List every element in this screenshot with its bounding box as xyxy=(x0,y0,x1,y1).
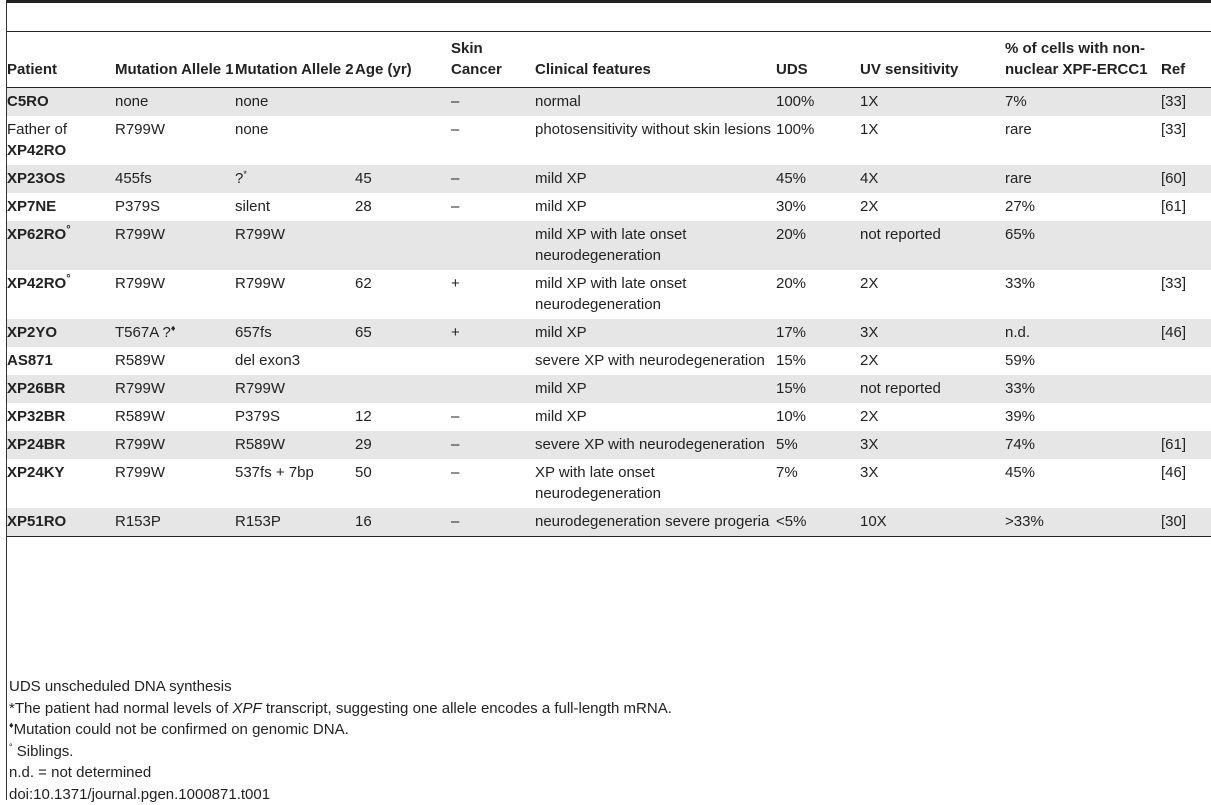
cell-uv: 3X xyxy=(860,459,1005,508)
footnote-star-mark: * xyxy=(9,700,15,717)
cell-cancer: – xyxy=(451,459,535,508)
cell-allele1: R799W xyxy=(115,459,235,508)
header-pct: % of cells with non-nuclear XPF-ERCC1 xyxy=(1005,38,1161,88)
cell-patient: XP32BR xyxy=(7,403,115,431)
cell-patient: XP2YO xyxy=(7,319,115,347)
table-row xyxy=(7,403,1211,431)
cell-allele1: R799W xyxy=(115,270,235,319)
cell-pct: >33% xyxy=(1005,508,1161,537)
cell-uv: 4X xyxy=(860,165,1005,193)
header-uv: UV sensitivity xyxy=(860,38,1005,88)
footnote-diamond: ♦Mutation could not be confirmed on genomic DNA. xyxy=(9,719,672,741)
cell-ref xyxy=(1161,403,1211,431)
cell-allele1: R799W xyxy=(115,431,235,459)
table-row xyxy=(7,508,1211,537)
cell-allele2: R799W xyxy=(235,221,355,270)
table-row xyxy=(7,116,1211,165)
table-frame xyxy=(6,0,1211,800)
cell-pct: 74% xyxy=(1005,431,1161,459)
cell-uds: 15% xyxy=(776,375,860,403)
cell-pct: 65% xyxy=(1005,221,1161,270)
title-rule xyxy=(7,31,1211,32)
footnote-mark: * xyxy=(243,169,247,179)
cell-allele1: T567A ?♦ xyxy=(115,319,235,347)
cell-patient: XP23OS xyxy=(7,165,115,193)
cell-uds: 5% xyxy=(776,431,860,459)
cell-allele2: none xyxy=(235,88,355,117)
cell-features: mild XP with late onset neurodegeneration xyxy=(535,221,776,270)
cell-allele2: ?* xyxy=(235,165,355,193)
cell-cancer: – xyxy=(451,116,535,165)
cell-features: XP with late onset neurodegeneration xyxy=(535,459,776,508)
cell-patient: XP42RO° xyxy=(7,270,115,319)
cell-patient: XP24KY xyxy=(7,459,115,508)
cell-pct: 27% xyxy=(1005,193,1161,221)
cell-pct: 33% xyxy=(1005,375,1161,403)
cell-ref: [30] xyxy=(1161,508,1211,537)
header-uds: UDS xyxy=(776,38,860,88)
cell-age: 28 xyxy=(355,193,451,221)
cell-pct: 33% xyxy=(1005,270,1161,319)
cell-uds: 7% xyxy=(776,459,860,508)
table-row xyxy=(7,221,1211,270)
footnote-mark: ♦ xyxy=(171,323,176,333)
cell-ref: [33] xyxy=(1161,116,1211,165)
cell-features: mild XP xyxy=(535,403,776,431)
header-patient: Patient xyxy=(7,38,115,88)
cell-age xyxy=(355,88,451,117)
header-row xyxy=(7,38,1211,88)
cell-ref: [61] xyxy=(1161,193,1211,221)
cell-features: mild XP xyxy=(535,319,776,347)
cell-age: 62 xyxy=(355,270,451,319)
cell-age xyxy=(355,375,451,403)
cell-cancer xyxy=(451,375,535,403)
cell-allele2: P379S xyxy=(235,403,355,431)
table-row xyxy=(7,165,1211,193)
cell-allele1: R589W xyxy=(115,347,235,375)
cell-age: 29 xyxy=(355,431,451,459)
cell-allele2: 537fs + 7bp xyxy=(235,459,355,508)
cell-ref xyxy=(1161,375,1211,403)
footnote-siblings: ° Siblings. xyxy=(9,741,672,763)
cell-cancer: + xyxy=(451,319,535,347)
cell-uds: 20% xyxy=(776,221,860,270)
cell-uds: 100% xyxy=(776,88,860,117)
cell-pct: n.d. xyxy=(1005,319,1161,347)
cell-allele2: R153P xyxy=(235,508,355,537)
top-rule xyxy=(7,0,1211,3)
cell-uds: <5% xyxy=(776,508,860,537)
header-features: Clinical features xyxy=(535,38,776,88)
cell-uv: 10X xyxy=(860,508,1005,537)
cell-uds: 100% xyxy=(776,116,860,165)
cell-ref xyxy=(1161,221,1211,270)
table-row xyxy=(7,193,1211,221)
cell-features: mild XP xyxy=(535,375,776,403)
cell-allele1: R799W xyxy=(115,221,235,270)
cell-uv: 2X xyxy=(860,193,1005,221)
data-table xyxy=(7,38,1211,537)
cell-age: 45 xyxy=(355,165,451,193)
siblings-mark: ° xyxy=(66,224,70,236)
cell-patient: XP62RO° xyxy=(7,221,115,270)
cell-uds: 10% xyxy=(776,403,860,431)
cell-allele1: R153P xyxy=(115,508,235,537)
cell-allele1: R799W xyxy=(115,375,235,403)
header-cancer: Skin Cancer xyxy=(451,38,535,88)
cell-cancer: + xyxy=(451,270,535,319)
cell-pct: 7% xyxy=(1005,88,1161,117)
cell-allele2: R799W xyxy=(235,270,355,319)
cell-age xyxy=(355,347,451,375)
cell-uv: not reported xyxy=(860,375,1005,403)
cell-patient: XP26BR xyxy=(7,375,115,403)
cell-uv: 2X xyxy=(860,403,1005,431)
cell-uv: 1X xyxy=(860,116,1005,165)
cell-allele1: 455fs xyxy=(115,165,235,193)
cell-ref: [46] xyxy=(1161,459,1211,508)
footnote-diamond-mark: ♦ xyxy=(9,720,14,730)
table-row xyxy=(7,431,1211,459)
cell-features: neurodegeneration severe progeria xyxy=(535,508,776,537)
cell-uds: 17% xyxy=(776,319,860,347)
cell-cancer xyxy=(451,221,535,270)
cell-uv: 1X xyxy=(860,88,1005,117)
cell-ref: [60] xyxy=(1161,165,1211,193)
cell-features: severe XP with neurodegeneration xyxy=(535,347,776,375)
cell-age xyxy=(355,221,451,270)
cell-cancer: – xyxy=(451,403,535,431)
table-row xyxy=(7,347,1211,375)
cell-uds: 15% xyxy=(776,347,860,375)
cell-features: mild XP xyxy=(535,193,776,221)
cell-uv: not reported xyxy=(860,221,1005,270)
cell-uv: 3X xyxy=(860,319,1005,347)
cell-ref: [33] xyxy=(1161,270,1211,319)
cell-cancer: – xyxy=(451,88,535,117)
table-row xyxy=(7,88,1211,117)
table-row xyxy=(7,270,1211,319)
cell-age: 65 xyxy=(355,319,451,347)
cell-pct: rare xyxy=(1005,116,1161,165)
footnote-nd: n.d. = not determined xyxy=(9,762,672,784)
table-row xyxy=(7,375,1211,403)
cell-pct: 59% xyxy=(1005,347,1161,375)
cell-uds: 30% xyxy=(776,193,860,221)
footnotes xyxy=(9,676,672,805)
cell-age: 16 xyxy=(355,508,451,537)
cell-allele2: 657fs xyxy=(235,319,355,347)
cell-allele1: none xyxy=(115,88,235,117)
cell-uv: 3X xyxy=(860,431,1005,459)
cell-cancer xyxy=(451,347,535,375)
cell-allele2: R799W xyxy=(235,375,355,403)
cell-allele2: del exon3 xyxy=(235,347,355,375)
cell-patient: C5RO xyxy=(7,88,115,117)
cell-features: normal xyxy=(535,88,776,117)
cell-patient: Father of XP42RO xyxy=(7,116,115,165)
cell-ref: [46] xyxy=(1161,319,1211,347)
header-allele1: Mutation Allele 1 xyxy=(115,38,235,88)
cell-pct: rare xyxy=(1005,165,1161,193)
cell-age: 50 xyxy=(355,459,451,508)
cell-cancer: – xyxy=(451,508,535,537)
cell-allele2: silent xyxy=(235,193,355,221)
cell-uds: 45% xyxy=(776,165,860,193)
cell-ref: [61] xyxy=(1161,431,1211,459)
cell-allele1: P379S xyxy=(115,193,235,221)
cell-age xyxy=(355,116,451,165)
cell-allele2: none xyxy=(235,116,355,165)
table-row xyxy=(7,319,1211,347)
cell-allele1: R589W xyxy=(115,403,235,431)
cell-ref xyxy=(1161,347,1211,375)
cell-cancer: – xyxy=(451,431,535,459)
header-ref: Ref xyxy=(1161,38,1211,88)
cell-patient: XP7NE xyxy=(7,193,115,221)
footnote-star: *The patient had normal levels of XPF transcript, suggesting one allele encodes a full-length mRNA. xyxy=(9,698,672,720)
cell-cancer: – xyxy=(451,165,535,193)
siblings-mark: ° xyxy=(66,273,70,285)
cell-uv: 2X xyxy=(860,347,1005,375)
cell-pct: 39% xyxy=(1005,403,1161,431)
cell-features: severe XP with neurodegeneration xyxy=(535,431,776,459)
cell-ref: [33] xyxy=(1161,88,1211,117)
cell-age: 12 xyxy=(355,403,451,431)
cell-features: mild XP with late onset neurodegeneration xyxy=(535,270,776,319)
cell-pct: 45% xyxy=(1005,459,1161,508)
cell-patient: XP24BR xyxy=(7,431,115,459)
cell-features: mild XP xyxy=(535,165,776,193)
table-row xyxy=(7,459,1211,508)
cell-uds: 20% xyxy=(776,270,860,319)
header-age: Age (yr) xyxy=(355,38,451,88)
cell-allele2: R589W xyxy=(235,431,355,459)
header-allele2: Mutation Allele 2 xyxy=(235,38,355,88)
cell-cancer: – xyxy=(451,193,535,221)
footnote-doi: doi:10.1371/journal.pgen.1000871.t001 xyxy=(9,784,672,805)
footnote-uds: UDS unscheduled DNA synthesis xyxy=(9,676,672,698)
cell-uv: 2X xyxy=(860,270,1005,319)
cell-allele1: R799W xyxy=(115,116,235,165)
footnote-degree-mark: ° xyxy=(9,742,13,752)
cell-patient: AS871 xyxy=(7,347,115,375)
cell-patient: XP51RO xyxy=(7,508,115,537)
cell-features: photosensitivity without skin lesions xyxy=(535,116,776,165)
